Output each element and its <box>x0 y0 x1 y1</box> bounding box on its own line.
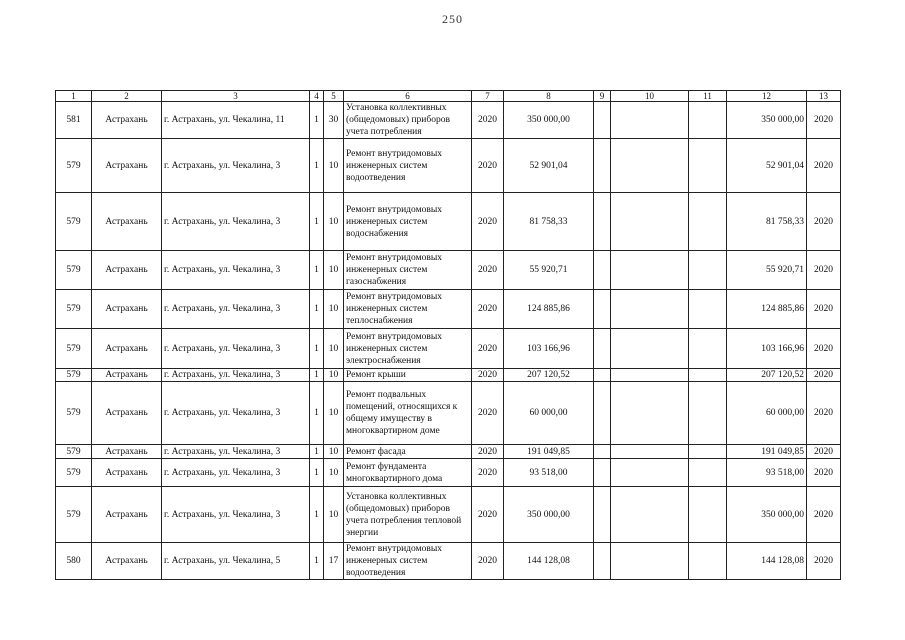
row-number-cell: 579 <box>56 251 92 290</box>
column-number-row <box>56 91 841 102</box>
col10-cell <box>611 329 689 369</box>
table-row <box>56 139 841 193</box>
work-type-cell: Ремонт внутридомовых инженерных систем водоотведения <box>344 543 472 580</box>
column-number-2: 2 <box>92 91 162 102</box>
total-cost-cell: 55 920,71 <box>727 251 807 290</box>
col10-cell <box>611 487 689 543</box>
work-type-cell: Ремонт внутридомовых инженерных систем газоснабжения <box>344 251 472 290</box>
col5-cell: 17 <box>324 543 344 580</box>
completion-year-cell: 2020 <box>807 445 841 459</box>
col4-cell: 1 <box>310 251 324 290</box>
work-type-cell: Ремонт фундамента многоквартирного дома <box>344 459 472 487</box>
table-row <box>56 543 841 580</box>
work-type-cell: Установка коллективных (общедомовых) приборов учета потребления тепловой энергии <box>344 487 472 543</box>
cost-cell: 81 758,33 <box>504 193 594 251</box>
total-cost-cell: 191 049,85 <box>727 445 807 459</box>
year-cell: 2020 <box>472 329 504 369</box>
col11-cell <box>689 382 727 445</box>
col9-cell <box>594 459 611 487</box>
year-cell: 2020 <box>472 251 504 290</box>
year-cell: 2020 <box>472 382 504 445</box>
total-cost-cell: 144 128,08 <box>727 543 807 580</box>
year-cell: 2020 <box>472 459 504 487</box>
col9-cell <box>594 369 611 382</box>
year-cell: 2020 <box>472 445 504 459</box>
work-type-cell: Ремонт внутридомовых инженерных систем водоотведения <box>344 139 472 193</box>
column-number-13: 13 <box>807 91 841 102</box>
col11-cell <box>689 459 727 487</box>
col5-cell: 10 <box>324 445 344 459</box>
row-number-cell: 579 <box>56 139 92 193</box>
address-cell: г. Астрахань, ул. Чекалина, 3 <box>162 369 310 382</box>
address-cell: г. Астрахань, ул. Чекалина, 3 <box>162 193 310 251</box>
row-number-cell: 579 <box>56 329 92 369</box>
col5-cell: 10 <box>324 382 344 445</box>
address-cell: г. Астрахань, ул. Чекалина, 3 <box>162 487 310 543</box>
completion-year-cell: 2020 <box>807 329 841 369</box>
year-cell: 2020 <box>472 290 504 329</box>
col4-cell: 1 <box>310 139 324 193</box>
row-number-cell: 581 <box>56 102 92 139</box>
col4-cell: 1 <box>310 445 324 459</box>
year-cell: 2020 <box>472 543 504 580</box>
table-row <box>56 102 841 139</box>
cost-cell: 55 920,71 <box>504 251 594 290</box>
cost-cell: 103 166,96 <box>504 329 594 369</box>
page-number: 250 <box>442 12 463 26</box>
column-number-6: 6 <box>344 91 472 102</box>
column-number-11: 11 <box>689 91 727 102</box>
col5-cell: 10 <box>324 290 344 329</box>
row-number-cell: 579 <box>56 193 92 251</box>
col5-cell: 10 <box>324 459 344 487</box>
cost-cell: 191 049,85 <box>504 445 594 459</box>
col10-cell <box>611 290 689 329</box>
register-table <box>55 90 841 580</box>
row-number-cell: 579 <box>56 369 92 382</box>
city-cell: Астрахань <box>92 290 162 329</box>
work-type-cell: Ремонт подвальных помещений, относящихся к общему имуществу в многоквартирном доме <box>344 382 472 445</box>
column-number-10: 10 <box>611 91 689 102</box>
table-row <box>56 369 841 382</box>
address-cell: г. Астрахань, ул. Чекалина, 3 <box>162 445 310 459</box>
col11-cell <box>689 487 727 543</box>
col11-cell <box>689 251 727 290</box>
col5-cell: 10 <box>324 329 344 369</box>
city-cell: Астрахань <box>92 543 162 580</box>
col4-cell: 1 <box>310 543 324 580</box>
completion-year-cell: 2020 <box>807 369 841 382</box>
col10-cell <box>611 369 689 382</box>
city-cell: Астрахань <box>92 369 162 382</box>
address-cell: г. Астрахань, ул. Чекалина, 3 <box>162 382 310 445</box>
column-number-9: 9 <box>594 91 611 102</box>
col10-cell <box>611 102 689 139</box>
completion-year-cell: 2020 <box>807 459 841 487</box>
city-cell: Астрахань <box>92 329 162 369</box>
table-row <box>56 459 841 487</box>
col5-cell: 10 <box>324 369 344 382</box>
col9-cell <box>594 290 611 329</box>
table-row <box>56 290 841 329</box>
col5-cell: 10 <box>324 139 344 193</box>
city-cell: Астрахань <box>92 251 162 290</box>
total-cost-cell: 124 885,86 <box>727 290 807 329</box>
work-type-cell: Ремонт крыши <box>344 369 472 382</box>
col5-cell: 10 <box>324 487 344 543</box>
total-cost-cell: 60 000,00 <box>727 382 807 445</box>
completion-year-cell: 2020 <box>807 382 841 445</box>
cost-cell: 60 000,00 <box>504 382 594 445</box>
column-number-7: 7 <box>472 91 504 102</box>
total-cost-cell: 350 000,00 <box>727 102 807 139</box>
address-cell: г. Астрахань, ул. Чекалина, 3 <box>162 329 310 369</box>
col4-cell: 1 <box>310 329 324 369</box>
city-cell: Астрахань <box>92 459 162 487</box>
col4-cell: 1 <box>310 102 324 139</box>
city-cell: Астрахань <box>92 445 162 459</box>
year-cell: 2020 <box>472 193 504 251</box>
col10-cell <box>611 251 689 290</box>
cost-cell: 350 000,00 <box>504 487 594 543</box>
row-number-cell: 579 <box>56 445 92 459</box>
column-number-4: 4 <box>310 91 324 102</box>
address-cell: г. Астрахань, ул. Чекалина, 3 <box>162 459 310 487</box>
col4-cell: 1 <box>310 487 324 543</box>
col10-cell <box>611 193 689 251</box>
col11-cell <box>689 543 727 580</box>
col10-cell <box>611 459 689 487</box>
city-cell: Астрахань <box>92 382 162 445</box>
city-cell: Астрахань <box>92 487 162 543</box>
col4-cell: 1 <box>310 459 324 487</box>
column-number-12: 12 <box>727 91 807 102</box>
work-type-cell: Ремонт внутридомовых инженерных систем электроснабжения <box>344 329 472 369</box>
col9-cell <box>594 251 611 290</box>
col11-cell <box>689 445 727 459</box>
work-type-cell: Ремонт фасада <box>344 445 472 459</box>
col11-cell <box>689 369 727 382</box>
col9-cell <box>594 382 611 445</box>
col9-cell <box>594 487 611 543</box>
cost-cell: 52 901,04 <box>504 139 594 193</box>
col9-cell <box>594 193 611 251</box>
col10-cell <box>611 543 689 580</box>
column-number-8: 8 <box>504 91 594 102</box>
city-cell: Астрахань <box>92 102 162 139</box>
city-cell: Астрахань <box>92 193 162 251</box>
total-cost-cell: 207 120,52 <box>727 369 807 382</box>
cost-cell: 124 885,86 <box>504 290 594 329</box>
year-cell: 2020 <box>472 487 504 543</box>
address-cell: г. Астрахань, ул. Чекалина, 3 <box>162 290 310 329</box>
table-row <box>56 487 841 543</box>
cost-cell: 144 128,08 <box>504 543 594 580</box>
completion-year-cell: 2020 <box>807 543 841 580</box>
table-row <box>56 329 841 369</box>
col5-cell: 30 <box>324 102 344 139</box>
completion-year-cell: 2020 <box>807 102 841 139</box>
col9-cell <box>594 445 611 459</box>
table-row <box>56 445 841 459</box>
col4-cell: 1 <box>310 290 324 329</box>
address-cell: г. Астрахань, ул. Чекалина, 3 <box>162 139 310 193</box>
completion-year-cell: 2020 <box>807 487 841 543</box>
completion-year-cell: 2020 <box>807 193 841 251</box>
row-number-cell: 579 <box>56 459 92 487</box>
year-cell: 2020 <box>472 139 504 193</box>
col10-cell <box>611 445 689 459</box>
address-cell: г. Астрахань, ул. Чекалина, 3 <box>162 251 310 290</box>
total-cost-cell: 52 901,04 <box>727 139 807 193</box>
col4-cell: 1 <box>310 193 324 251</box>
year-cell: 2020 <box>472 102 504 139</box>
col11-cell <box>689 139 727 193</box>
city-cell: Астрахань <box>92 139 162 193</box>
work-type-cell: Ремонт внутридомовых инженерных систем водоснабжения <box>344 193 472 251</box>
table-row <box>56 382 841 445</box>
col5-cell: 10 <box>324 251 344 290</box>
column-number-1: 1 <box>56 91 92 102</box>
total-cost-cell: 93 518,00 <box>727 459 807 487</box>
col10-cell <box>611 382 689 445</box>
cost-cell: 350 000,00 <box>504 102 594 139</box>
address-cell: г. Астрахань, ул. Чекалина, 11 <box>162 102 310 139</box>
total-cost-cell: 103 166,96 <box>727 329 807 369</box>
address-cell: г. Астрахань, ул. Чекалина, 5 <box>162 543 310 580</box>
total-cost-cell: 81 758,33 <box>727 193 807 251</box>
col4-cell: 1 <box>310 382 324 445</box>
col9-cell <box>594 543 611 580</box>
row-number-cell: 579 <box>56 290 92 329</box>
col9-cell <box>594 139 611 193</box>
completion-year-cell: 2020 <box>807 290 841 329</box>
col11-cell <box>689 329 727 369</box>
col11-cell <box>689 290 727 329</box>
work-type-cell: Установка коллективных (общедомовых) приборов учета потребления <box>344 102 472 139</box>
row-number-cell: 579 <box>56 487 92 543</box>
year-cell: 2020 <box>472 369 504 382</box>
row-number-cell: 580 <box>56 543 92 580</box>
col9-cell <box>594 329 611 369</box>
column-number-5: 5 <box>324 91 344 102</box>
col11-cell <box>689 193 727 251</box>
col4-cell: 1 <box>310 369 324 382</box>
row-number-cell: 579 <box>56 382 92 445</box>
cost-cell: 207 120,52 <box>504 369 594 382</box>
completion-year-cell: 2020 <box>807 251 841 290</box>
col9-cell <box>594 102 611 139</box>
col11-cell <box>689 102 727 139</box>
col5-cell: 10 <box>324 193 344 251</box>
cost-cell: 93 518,00 <box>504 459 594 487</box>
column-number-3: 3 <box>162 91 310 102</box>
work-type-cell: Ремонт внутридомовых инженерных систем теплоснабжения <box>344 290 472 329</box>
completion-year-cell: 2020 <box>807 139 841 193</box>
col10-cell <box>611 139 689 193</box>
table-row <box>56 251 841 290</box>
table-row <box>56 193 841 251</box>
total-cost-cell: 350 000,00 <box>727 487 807 543</box>
